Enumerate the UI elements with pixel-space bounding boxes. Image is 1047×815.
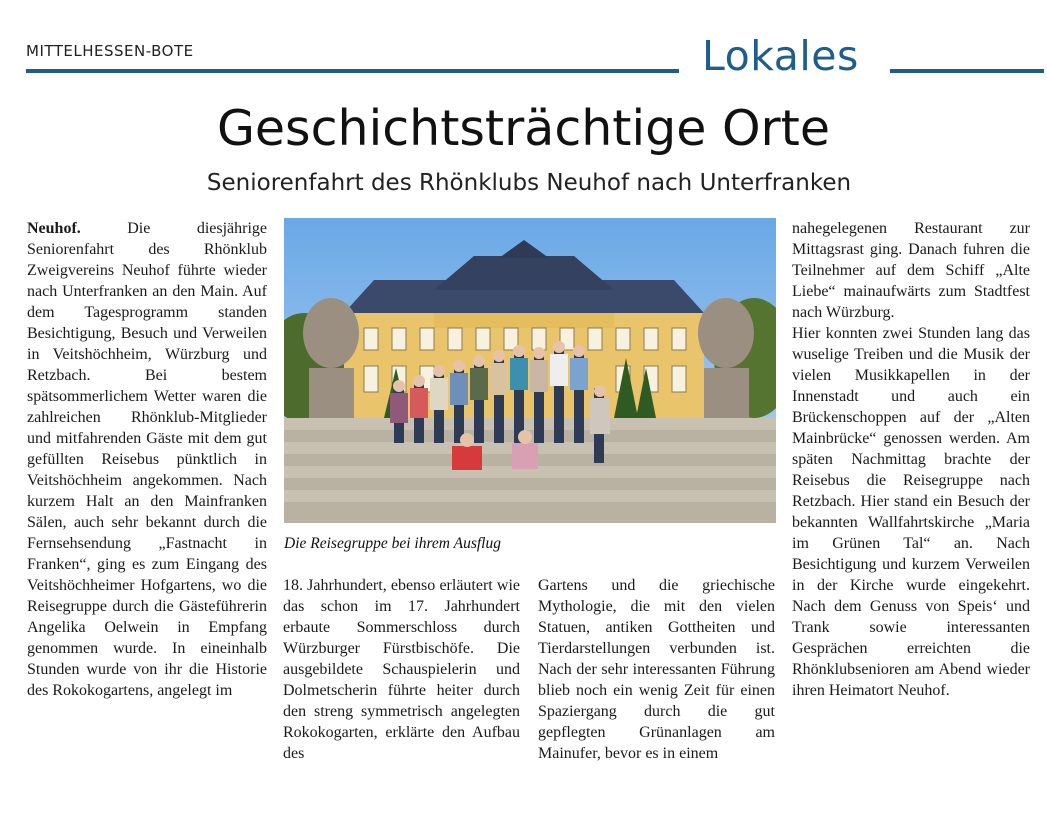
masthead-publication: MITTELHESSEN-BOTE: [26, 42, 194, 60]
article-text: Gartens und die griechische Mythologie, die mit den vielen Statuen, antiken Gottheiten und Tierdarstellungen verbunden ist. Nach der sehr interessanten Führung blieb noch ein wenig Zeit für einen Spaziergang durch die gut gepflegten Grünanlagen am Mainufer, bevor es in einem: [538, 577, 775, 762]
article-text: 18. Jahrhundert, ebenso erläutert wie das schon im 17. Jahrhundert erbaute Sommerschloss durch Würzburger Fürstbischöfe. Die ausgebildete Schauspielerin und Dolmetscherin führte heiter durch den streng symmetrisch angelegten Rokokogarten, erklärte den Aufbau des: [283, 577, 520, 762]
article-column-3: [538, 575, 775, 764]
article-headline: Geschichtsträchtige Orte: [216, 100, 831, 157]
article-column-2: [283, 575, 520, 764]
article-subheadline: Seniorenfahrt des Rhönklubs Neuhof nach Unterfranken: [206, 170, 852, 196]
article-text: Hier konnten zwei Stunden lang das wuselige Treiben und die Musik der vielen Musikkapellen in der Innenstadt und auch ein Brückenschoppen auf der „Alten Mainbrücke“ genossen werden. Am späten Nachmittag brachte der Reisebus die Reisegruppe nach Retzbach. Hier stand ein Besuch der bekannten Wallfahrtskirche „Maria im Grünen Tal“ an. Nach Besichtigung und kurzem Verweilen in der Kirche wurde eingekehrt. Nach dem Genuss von Speis‘ und Trank sowie interessanten Gesprächen erreichten die Rhönklubsenioren am Abend wieder ihren Heimatort Neuhof.: [792, 325, 1030, 699]
article-paragraph: [27, 218, 267, 701]
article-text: Die diesjährige Seniorenfahrt des Rhönklub Zweigvereins Neuhof führte wieder nach Unterfranken an den Main. Auf dem Tagesprogramm standen Besichtigung, Besuch und Verweilen in Veitshöchheim, Würzburg und Retzbach. Bei bestem spätsommerlichem Wetter waren die zahlreichen Rhönklub-Mitglieder und mitfahrenden Gäste mit dem gut gefüllten Reisebus pünktlich in Veitshöchheim angekommen. Nach kurzem Halt an den Mainfranken Sälen, auch sehr bekannt durch die Fernsehsendung „Fastnacht in Franken“, ging es zum Eingang des Veitshöchheimer Hofgartens, wo die Reisegruppe durch die Gästeführerin Angelika Oelwein in Empfang genommen wurde. In eineinhalb Stunden wurde von ihr die Historie des Rokokogartens, angelegt im: [27, 220, 268, 699]
article-photo: [284, 218, 776, 523]
article-text: nahegelegenen Restaurant zur Mittagsrast ging. Danach fuhren die Teilnehmer auf dem Schiff „Alte Liebe“ mainaufwärts zum Stadtfest nach Würzburg.: [792, 220, 1030, 321]
section-title: Lokales: [702, 32, 859, 80]
photo-caption: Die Reisegruppe bei ihrem Ausflug: [284, 535, 501, 552]
dateline: Neuhof.: [27, 220, 81, 237]
header-rule-right: [890, 69, 1044, 73]
article-column-1: [27, 218, 267, 701]
group-photo-castle-icon: [284, 218, 776, 523]
header-rule-left: [26, 69, 679, 73]
article-column-4: [792, 218, 1030, 701]
